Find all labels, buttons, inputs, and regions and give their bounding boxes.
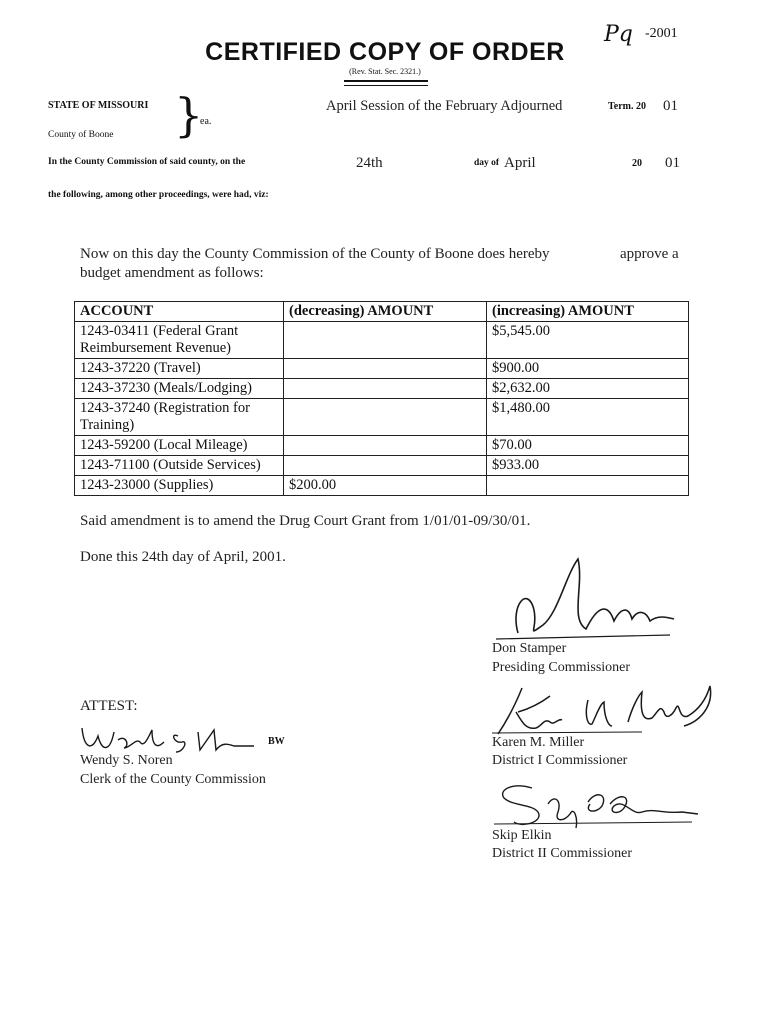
district2-title: District II Commissioner <box>492 846 632 861</box>
account-cell: 1243-03411 (Federal Grant Reimbursement Revenue) <box>75 322 284 359</box>
decreasing-cell <box>284 399 487 436</box>
account-cell: 1243-37220 (Travel) <box>75 359 284 379</box>
table-row <box>75 476 689 496</box>
day-value: 24th <box>356 155 383 171</box>
decreasing-cell <box>284 379 487 399</box>
day-of-label: day of <box>474 158 500 168</box>
table-row <box>75 456 689 476</box>
attest-label: ATTEST: <box>80 698 138 714</box>
district1-title: District I Commissioner <box>492 753 628 768</box>
table-row <box>75 322 689 359</box>
commission-line: In the County Commission of said county, on the <box>48 157 246 167</box>
amendment-purpose: Said amendment is to amend the Drug Court Grant from 1/01/01-09/30/01. <box>80 513 531 529</box>
session-text: April Session of the February Adjourned <box>326 98 563 114</box>
increasing-cell: $70.00 <box>487 436 689 456</box>
increasing-cell: $1,480.00 <box>487 399 689 436</box>
decreasing-cell <box>284 436 487 456</box>
order-intro-line2: budget amendment as follows: <box>80 265 264 281</box>
column-header-increasing: (increasing) AMOUNT <box>487 302 689 322</box>
account-cell: 1243-23000 (Supplies) <box>75 476 284 496</box>
presiding-name: Don Stamper <box>492 641 567 656</box>
district1-name: Karen M. Miller <box>492 735 585 750</box>
presiding-title: Presiding Commissioner <box>492 660 631 675</box>
decreasing-cell <box>284 359 487 379</box>
order-action: approve a <box>620 246 679 262</box>
table-row <box>75 359 689 379</box>
account-cell: 1243-37230 (Meals/Lodging) <box>75 379 284 399</box>
decreasing-cell: $200.00 <box>284 476 487 496</box>
handwritten-page-ref: Pq <box>604 22 633 47</box>
decreasing-cell <box>284 322 487 359</box>
document-title: CERTIFIED COPY OF ORDER <box>205 38 565 66</box>
decreasing-cell <box>284 456 487 476</box>
district2-name: Skip Elkin <box>492 828 552 843</box>
district1-commissioner-signature <box>492 682 717 738</box>
table-row <box>75 399 689 436</box>
year-suffix: -2001 <box>645 26 678 41</box>
table-header-row <box>75 302 689 322</box>
table-row <box>75 436 689 456</box>
account-cell: 1243-71100 (Outside Services) <box>75 456 284 476</box>
term-label: Term. 20 <box>608 101 646 112</box>
month-value: April <box>504 155 536 171</box>
budget-amendment-table <box>74 301 689 496</box>
year-value: 01 <box>665 155 680 171</box>
proceedings-line: the following, among other proceedings, were had, viz: <box>48 190 269 200</box>
year-label: 20 <box>632 158 642 169</box>
brace-suffix: ea. <box>200 116 212 127</box>
statute-ref: (Rev. Stat. Sec. 2321.) <box>349 67 421 76</box>
account-cell: 1243-59200 (Local Mileage) <box>75 436 284 456</box>
increasing-cell: $933.00 <box>487 456 689 476</box>
presiding-commissioner-signature <box>488 555 678 645</box>
state-label: STATE OF MISSOURI <box>48 100 149 111</box>
clerk-title: Clerk of the County Commission <box>80 772 266 787</box>
done-date: Done this 24th day of April, 2001. <box>80 549 286 565</box>
term-year: 01 <box>663 98 678 114</box>
column-header-decreasing: (decreasing) AMOUNT <box>284 302 487 322</box>
county-label: County of Boone <box>48 130 114 140</box>
clerk-initials: BW <box>268 736 285 747</box>
title-rule <box>344 80 428 82</box>
increasing-cell: $900.00 <box>487 359 689 379</box>
order-intro-line1: Now on this day the County Commission of the County of Boone does hereby <box>80 246 550 262</box>
table-row <box>75 379 689 399</box>
title-rule-secondary <box>344 85 428 86</box>
increasing-cell: $2,632.00 <box>487 379 689 399</box>
column-header-account: ACCOUNT <box>75 302 284 322</box>
clerk-name: Wendy S. Noren <box>80 753 173 768</box>
account-cell: 1243-37240 (Registration for Training) <box>75 399 284 436</box>
increasing-cell: $5,545.00 <box>487 322 689 359</box>
increasing-cell <box>487 476 689 496</box>
caption-brace: } <box>174 88 204 142</box>
